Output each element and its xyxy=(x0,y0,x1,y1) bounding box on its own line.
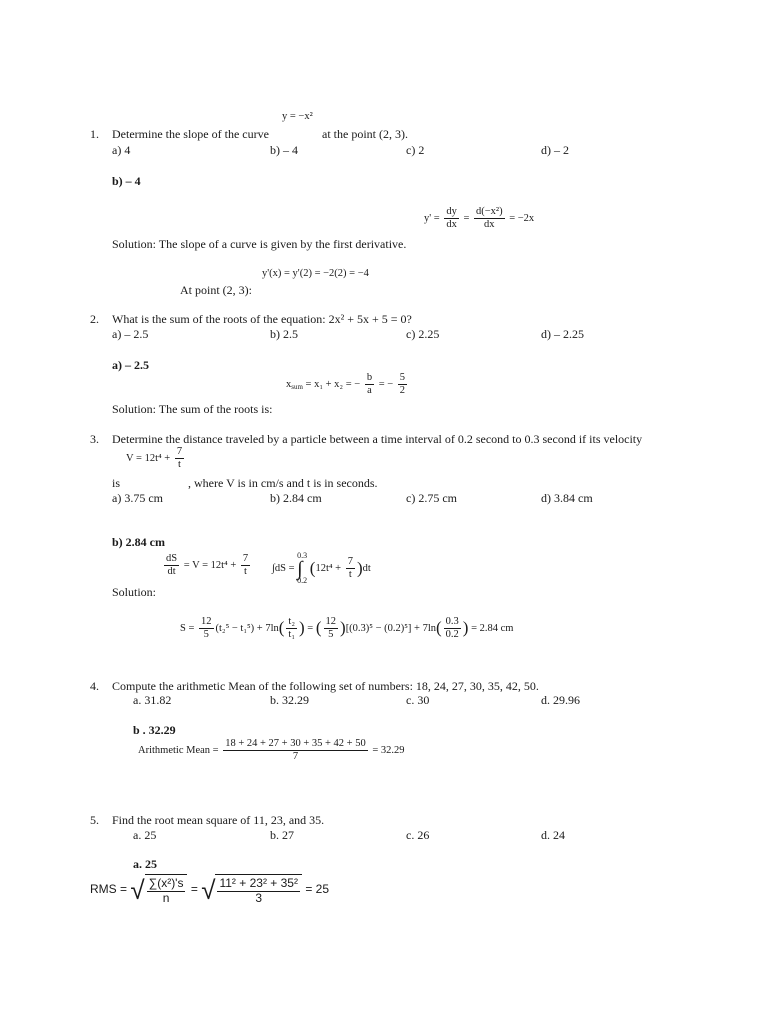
q5-rms-num2: 11² + 23² + 35² xyxy=(219,876,298,890)
q1-choice-c: c) 2 xyxy=(406,143,425,157)
q3-ds-num: dS xyxy=(164,553,179,566)
q3-integral-equation xyxy=(272,550,371,588)
left-paren-icon: ( xyxy=(309,558,316,578)
q2-choice-a: a) – 2.5 xyxy=(112,327,149,341)
q5-choice-d: d. 24 xyxy=(541,828,565,842)
q3-number: 3. xyxy=(90,432,99,446)
q2-answer: a) – 2.5 xyxy=(112,358,149,372)
q5-rms-eq: = xyxy=(190,881,198,896)
q1-deriv-den1: dx xyxy=(446,219,457,231)
q5-rms-frac2 xyxy=(217,877,300,906)
q5-rms-radical1 xyxy=(145,874,188,906)
q4-choice-d: d. 29.96 xyxy=(541,693,580,707)
q2-sum-mid: = x₁ + x₂ = − xyxy=(305,378,361,390)
q3-is: is xyxy=(112,476,121,490)
q2-frac1-num: b xyxy=(365,372,374,385)
q2-frac1-den: a xyxy=(367,385,372,397)
q2-frac1 xyxy=(365,372,374,397)
q5-rms-den1: n xyxy=(162,890,170,905)
q3-ds-frac-num: 7 xyxy=(241,553,250,566)
q4-answer: b . 32.29 xyxy=(133,723,176,737)
q4-mean-equation xyxy=(138,738,405,763)
q4-choice-a: a. 31.82 xyxy=(133,693,172,707)
q1-solution: Solution: The slope of a curve is given by the first derivative. xyxy=(112,237,407,251)
q3-s-equation xyxy=(180,616,513,641)
q5-rms-lhs: RMS = xyxy=(90,881,128,896)
q1-at-point: At point (2, 3): xyxy=(180,283,252,297)
q3-ds-frac2 xyxy=(241,553,250,578)
q3-int-limits xyxy=(297,550,307,588)
q3-s-f4-num: 0.3 xyxy=(444,616,461,629)
q3-answer: b) 2.84 cm xyxy=(112,535,165,549)
left-paren-icon: ( xyxy=(315,618,322,638)
q4-number: 4. xyxy=(90,679,99,693)
q3-velocity-formula xyxy=(126,446,186,471)
q3-s-result: = 2.84 cm xyxy=(471,622,514,634)
q2-number: 2. xyxy=(90,312,99,326)
left-paren-icon: ( xyxy=(278,618,285,638)
q1-deriv-num1: dy xyxy=(444,206,459,219)
q1-deriv-den2: dx xyxy=(484,219,495,231)
right-paren-icon: ) xyxy=(340,618,346,638)
left-paren-icon: ( xyxy=(436,618,442,638)
q5-answer: a. 25 xyxy=(133,857,157,871)
q5-choice-b: b. 27 xyxy=(270,828,294,842)
q1-derivative: y' = $\frac{dy}{dx}$ = $\frac{\text{d(−x²)}}{dx}$ = −2x xyxy=(424,206,535,231)
q3-where: , where V is in cm/s and t is in seconds. xyxy=(188,476,378,490)
q3-s-part1: (t₂⁵ − t₁⁵) + 7ln xyxy=(215,622,279,634)
q3-int-frac-num: 7 xyxy=(346,556,355,569)
q3-int-lhs: ∫dS = xyxy=(272,563,295,575)
q4-choice-b: b. 32.29 xyxy=(270,693,309,707)
q3-int-dt: dt xyxy=(362,563,371,575)
q3-ds-equation xyxy=(162,553,252,578)
q1-text-a: Determine the slope of the curve xyxy=(112,127,269,141)
q3-s-f3-num: 12 xyxy=(324,616,339,629)
q5-rms-rhs: = 25 xyxy=(305,881,330,896)
q5-rms-equation xyxy=(90,874,329,906)
q5-rms-radical2 xyxy=(215,874,302,906)
q1-deriv-lhs: y' = xyxy=(424,212,440,224)
q4-mean-frac xyxy=(223,738,368,763)
q2-question: What is the sum of the roots of the equation: 2x² + 5x + 5 = 0? xyxy=(112,312,412,326)
q3-v-num: 7 xyxy=(175,446,184,459)
q3-ds-frac-den: t xyxy=(244,566,247,578)
q3-s-f1-num: 12 xyxy=(199,616,214,629)
q1-answer: b) – 4 xyxy=(112,174,141,188)
q1-choice-a: a) 4 xyxy=(112,143,131,157)
q3-int-body: 12t⁴ + xyxy=(315,563,342,575)
q3-int-frac-den: t xyxy=(348,569,352,581)
q3-s-frac4 xyxy=(444,616,461,641)
q3-s-lhs: S = xyxy=(180,622,195,634)
q2-choice-d: d) – 2.25 xyxy=(541,327,584,341)
q1-deriv-num2: d(−x²) xyxy=(474,206,505,219)
q3-v-frac xyxy=(175,446,184,471)
q5-choice-a: a. 25 xyxy=(133,828,157,842)
q3-ds-rhs: = V = 12t⁴ + xyxy=(183,559,237,571)
q2-frac2 xyxy=(398,372,407,397)
q1-text-b: at the point (2, 3). xyxy=(322,127,408,141)
q3-s-frac2 xyxy=(286,616,297,641)
q2-frac2-den: 2 xyxy=(399,385,406,397)
q2-choice-b: b) 2.5 xyxy=(270,327,298,341)
q5-choice-c: c. 26 xyxy=(406,828,430,842)
q5-rms-num1: ∑(x²)'s xyxy=(148,876,184,890)
q3-solution: Solution: xyxy=(112,585,157,599)
q2-sum-lhs: x xyxy=(286,378,292,390)
q1-deriv-rhs: = −2x xyxy=(509,212,535,224)
q4-question: Compute the arithmetic Mean of the following set of numbers: 18, 24, 27, 30, 35, 42, 50. xyxy=(112,679,539,693)
q5-question: Find the root mean square of 11, 23, and 35. xyxy=(112,813,325,827)
q3-int-upper: 0.3 xyxy=(297,551,308,560)
q3-s-f4-den: 0.2 xyxy=(445,629,459,641)
q5-number: 5. xyxy=(90,813,99,827)
q1-choice-b: b) – 4 xyxy=(270,143,298,157)
q4-mean-rhs: = 32.29 xyxy=(372,744,405,756)
q5-rms-frac1 xyxy=(147,877,186,906)
q4-mean-lhs: Arithmetic Mean = xyxy=(138,744,219,756)
q3-s-f2-den: t₁ xyxy=(288,629,295,641)
q3-int-lower: 0.2 xyxy=(297,575,308,585)
q3-choice-c: c) 2.75 cm xyxy=(406,491,457,505)
q3-s-frac1 xyxy=(199,616,214,641)
q3-ds-den: dt xyxy=(167,566,176,578)
integral-sign-icon: ∫ xyxy=(297,557,303,580)
q2-solution: Solution: The sum of the roots is: xyxy=(112,402,273,416)
q1-choice-d: d) – 2 xyxy=(541,143,569,157)
right-paren-icon: ) xyxy=(299,618,305,638)
q3-s-part2: [(0.3)⁵ − (0.2)⁵] + 7ln xyxy=(345,622,436,634)
q2-choice-c: c) 2.25 xyxy=(406,327,440,341)
q3-choice-a: a) 3.75 cm xyxy=(112,491,163,505)
q1-deriv-frac1 xyxy=(444,206,459,231)
q3-ds-frac xyxy=(164,553,179,578)
q2-sum-sub: sum xyxy=(291,382,303,391)
q5-rms-den2: 3 xyxy=(255,890,263,905)
q3-choice-b: b) 2.84 cm xyxy=(270,491,322,505)
right-paren-icon: ) xyxy=(462,618,469,638)
q4-choice-c: c. 30 xyxy=(406,693,430,707)
q1-evaluation: y'(x) = y'(2) = −2(2) = −4 xyxy=(262,268,369,279)
q3-v-den: t xyxy=(177,459,181,471)
q1-curve-equation: y = −x² xyxy=(282,111,313,122)
q3-s-eq: = xyxy=(307,622,314,634)
q1-deriv-frac2 xyxy=(474,206,505,231)
q1-number: 1. xyxy=(90,127,99,141)
q3-v-formula: V = 12t⁴ + xyxy=(126,452,171,464)
q3-s-f1-den: 5 xyxy=(203,629,209,641)
q4-mean-den: 7 xyxy=(292,751,299,763)
q2-sum-equation: $x_{sum} = x_1 + x_2$ = − $\frac{b}{a}$ = − $\frac{5}{2}$ xyxy=(286,372,406,397)
sqrt-icon: √ xyxy=(201,874,216,905)
q2-frac2-num: 5 xyxy=(398,372,407,385)
sqrt-icon: √ xyxy=(130,874,145,905)
q3-s-f2-num: t₂ xyxy=(286,616,297,629)
right-paren-icon: ) xyxy=(356,558,363,578)
q3-s-frac3 xyxy=(324,616,339,641)
q3-choice-d: d) 3.84 cm xyxy=(541,491,593,505)
q3-question: Determine the distance traveled by a particle between a time interval of 0.2 second to 0.3 second if its velocity xyxy=(112,432,643,446)
q3-s-f3-den: 5 xyxy=(328,629,334,641)
q4-mean-num: 18 + 24 + 27 + 30 + 35 + 42 + 50 xyxy=(223,738,368,751)
q3-int-frac xyxy=(346,556,355,581)
